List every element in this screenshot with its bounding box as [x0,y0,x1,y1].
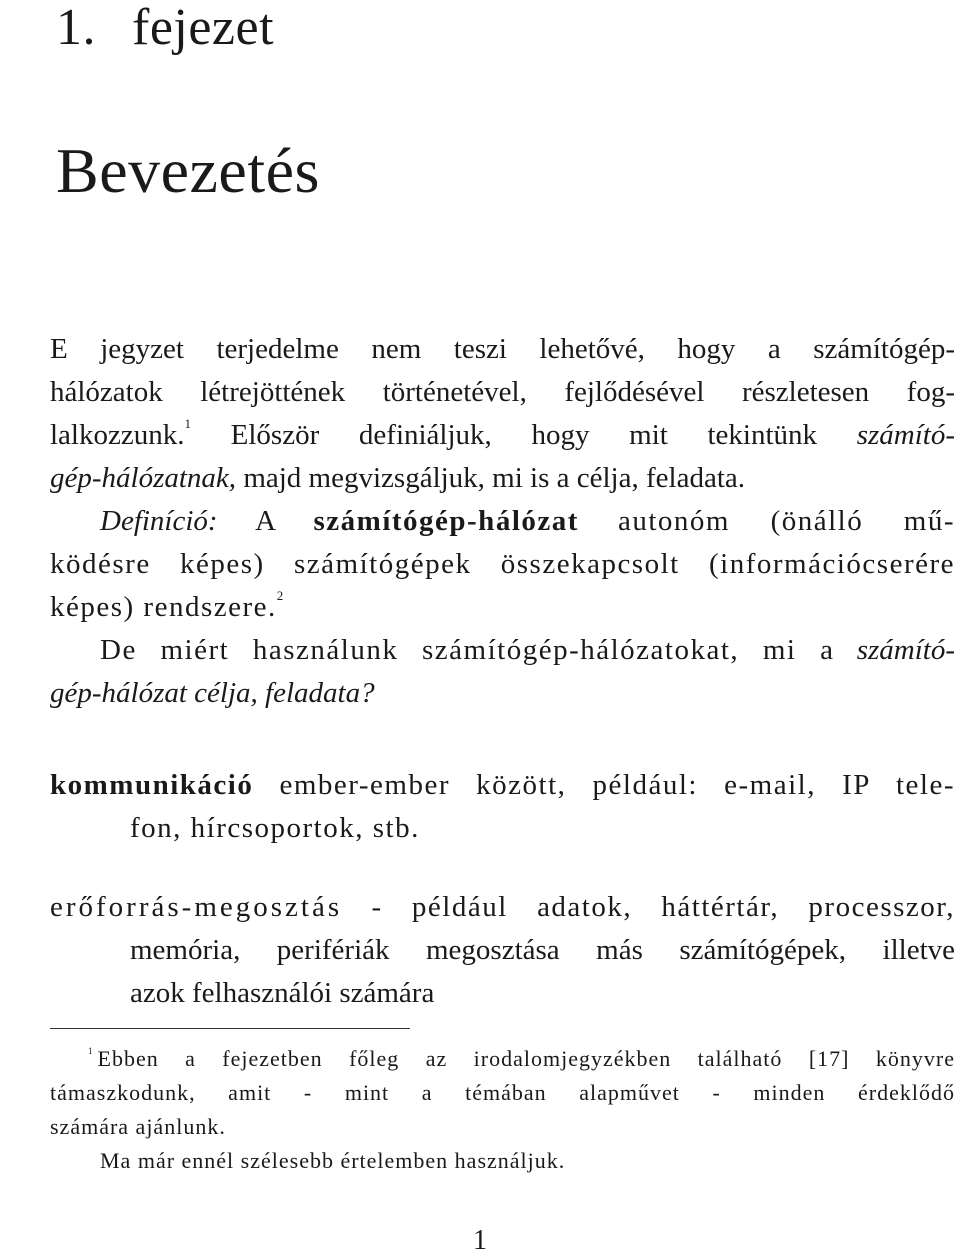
paragraph-line: E jegyzet terjedelme nem teszi lehetővé, hogy a számítógép- [50,333,955,365]
item-term: erőforrás-megosztás [50,891,343,923]
paragraph-line [50,886,955,929]
emphasis: számító- [856,419,955,451]
paragraph-line: azok felhasználói számára [130,977,435,1009]
text-run: képes) rendszere. [50,591,277,623]
page-number: 1 [473,1225,487,1256]
chapter-number: 1. [56,0,96,56]
text-run: Először definiáljuk, hogy mit tekintünk [230,419,818,451]
emphasis: gép-hálózatnak, [50,462,237,494]
definition-label: Definíció: [100,505,218,537]
paragraph-line: hálózatok létrejöttének történetével, fejlődésével részletesen fog- [50,376,955,408]
text-run: majd megvizsgáljuk, mi is a célja, feladata. [243,462,745,494]
chapter-label: fejezet [132,0,275,56]
emphasis: számító- [856,634,955,666]
text-run: lalkozzunk. [50,419,185,451]
footnote-line [50,1144,955,1178]
paragraph-line [50,414,955,457]
paragraph-line [50,586,955,629]
text-run: ember-ember között, például: e-mail, IP tele- [279,769,955,801]
item-term: kommunikáció [50,769,254,801]
footnote-1 [50,1042,955,1144]
footnote-line [50,1042,955,1076]
paragraph-line [50,457,955,500]
paragraph-line [50,500,955,543]
paragraph-line: ködésre képes) számítógépek összekapcsolt (információcserére [50,548,955,580]
footnote-line: támaszkodunk, amit - mint a témában alapművet - minden érdeklődő [50,1080,955,1105]
paragraph-line [50,629,955,672]
intro-paragraph [50,328,955,500]
emphasis: gép-hálózat célja, feladata? [50,677,375,709]
text-run: De miért használunk számítógép-hálózatokat, mi a [100,634,835,666]
text-run: Ma már ennél szélesebb értelemben használjuk. [100,1148,566,1173]
footnote-2 [50,1144,955,1178]
list-item [50,764,955,850]
text-run: autonóm (önálló mű- [618,505,956,537]
question-paragraph [50,629,955,715]
footnote-ref-1[interactable]: 1 [184,416,191,431]
paragraph-line [50,672,955,715]
text-run: A [255,505,275,537]
definition-paragraph [50,500,955,629]
paragraph-line [50,764,955,807]
paragraph-line: memória, perifériák megosztása más számítógépek, illetve [130,934,955,966]
list-item [50,886,955,1015]
text-run: - például adatok, háttértár, processzor, [371,891,956,923]
chapter-title: Bevezetés [56,135,320,206]
footnote-line: számára ajánlunk. [50,1114,226,1139]
paragraph-line: fon, hírcsoportok, stb. [130,812,420,844]
text-run: Ebben a fejezetben főleg az irodalomjegyzékben található [17] könyvre [97,1046,955,1071]
definition-term: számítógép-hálózat [313,505,579,537]
footnote-divider [50,1028,410,1029]
footnote-mark: 1 [88,1046,94,1056]
chapter-heading [56,2,274,54]
footnote-ref-2[interactable]: 2 [276,588,285,603]
